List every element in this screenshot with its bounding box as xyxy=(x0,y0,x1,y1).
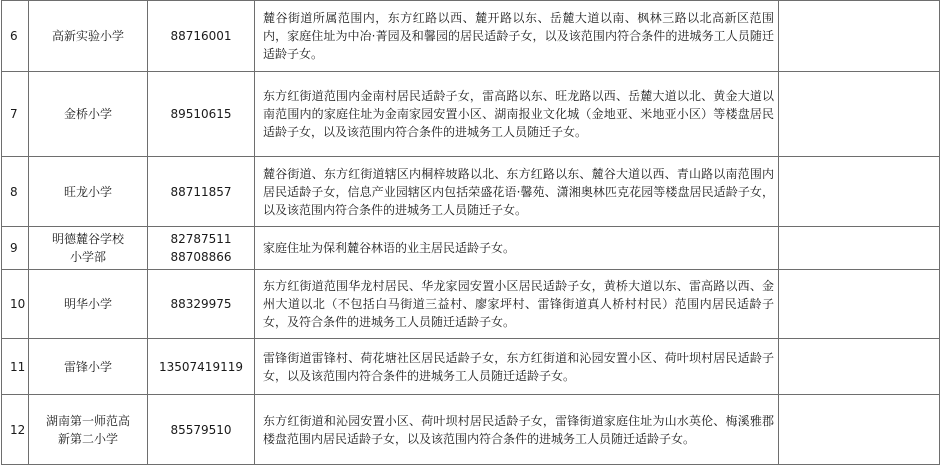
school-name: 高新实验小学 xyxy=(29,1,148,72)
school-name: 旺龙小学 xyxy=(29,157,148,227)
enrollment-scope: 东方红街道范围华龙村居民、华龙家园安置小区居民适龄子女，黄桥大道以东、雷高路以西、金州大道以北（不包括白马街道三益村、廖家坪村、雷锋街道真人桥村村民）范围内居民适龄子女，及符合条件的进城务工人员随迁适龄子女。 xyxy=(255,270,779,339)
remark-cell xyxy=(779,157,940,227)
contact-phone: 88716001 xyxy=(148,1,255,72)
remark-cell xyxy=(779,395,940,465)
row-number: 7 xyxy=(2,72,29,157)
contact-phone: 85579510 xyxy=(148,395,255,465)
contact-phone: 82787511 88708866 xyxy=(148,227,255,270)
school-name: 雷锋小学 xyxy=(29,339,148,395)
row-number: 8 xyxy=(2,157,29,227)
table-row xyxy=(2,1,940,72)
enrollment-scope: 家庭住址为保利麓谷林语的业主居民适龄子女。 xyxy=(255,227,779,270)
contact-phone: 88329975 xyxy=(148,270,255,339)
table-row xyxy=(2,227,940,270)
remark-cell xyxy=(779,1,940,72)
contact-phone: 89510615 xyxy=(148,72,255,157)
row-number: 12 xyxy=(2,395,29,465)
school-name: 明德麓谷学校 小学部 xyxy=(29,227,148,270)
remark-cell xyxy=(779,72,940,157)
table-row xyxy=(2,395,940,465)
table-row xyxy=(2,157,940,227)
contact-phone: 13507419119 xyxy=(148,339,255,395)
enrollment-scope: 雷锋街道雷锋村、荷花塘社区居民适龄子女，东方红街道和沁园安置小区、荷叶坝村居民适龄子女，以及该范围内符合条件的进城务工人员随迁适龄子女。 xyxy=(255,339,779,395)
row-number: 6 xyxy=(2,1,29,72)
table-row xyxy=(2,72,940,157)
remark-cell xyxy=(779,339,940,395)
table-row xyxy=(2,339,940,395)
enrollment-scope: 东方红街道和沁园安置小区、荷叶坝村居民适龄子女，雷锋街道家庭住址为山水英伦、梅溪雅郡楼盘范围内居民适龄子女，以及该范围内符合条件的进城务工人员随迁适龄子女。 xyxy=(255,395,779,465)
remark-cell xyxy=(779,270,940,339)
school-district-table xyxy=(1,0,940,465)
contact-phone: 88711857 xyxy=(148,157,255,227)
table-row xyxy=(2,270,940,339)
enrollment-scope: 东方红街道范围内金南村居民适龄子女，雷高路以东、旺龙路以西、岳麓大道以北、黄金大道以南范围内的家庭住址为金南家园安置小区、湖南报业文化城（金地亚、米地亚小区）等楼盘居民适龄子女，以及该范围内符合条件的进城务工人员随迁子女。 xyxy=(255,72,779,157)
row-number: 11 xyxy=(2,339,29,395)
remark-cell xyxy=(779,227,940,270)
enrollment-scope: 麓谷街道所属范围内，东方红路以西、麓开路以东、岳麓大道以南、枫林三路以北高新区范围内，家庭住址为中冶·菁园及和馨园的居民适龄子女，以及该范围内符合条件的进城务工人员随迁适龄子女。 xyxy=(255,1,779,72)
row-number: 9 xyxy=(2,227,29,270)
school-name: 湖南第一师范高 新第二小学 xyxy=(29,395,148,465)
school-name: 明华小学 xyxy=(29,270,148,339)
school-name: 金桥小学 xyxy=(29,72,148,157)
row-number: 10 xyxy=(2,270,29,339)
enrollment-scope: 麓谷街道、东方红街道辖区内桐梓坡路以北、东方红路以东、麓谷大道以西、青山路以南范围内居民适龄子女，信息产业园辖区内包括荣盛花语·馨苑、潇湘奥林匹克花园等楼盘居民适龄子女，以及该范围内符合条件的进城务工人员随迁子女。 xyxy=(255,157,779,227)
